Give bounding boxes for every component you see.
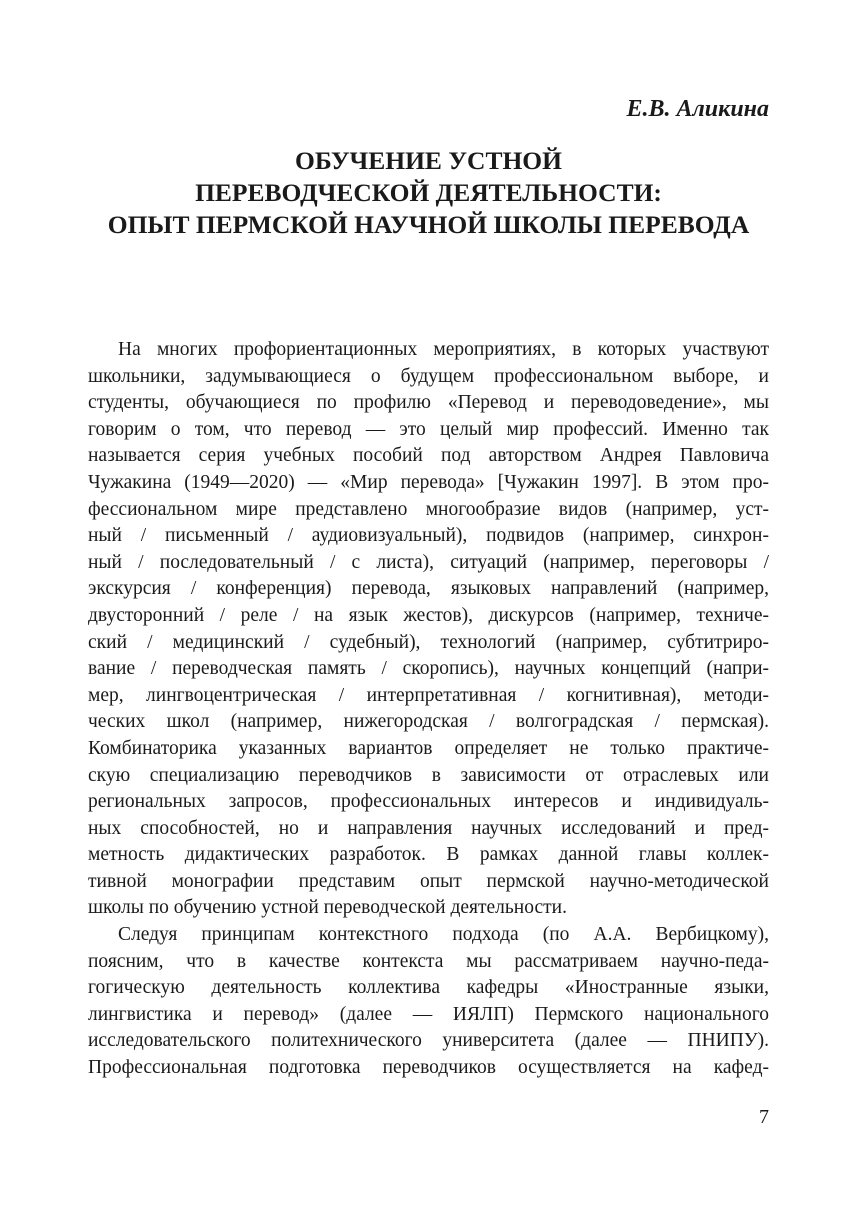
text-line: школьники, задумывающиеся о будущем профессиональном выборе, и: [88, 365, 769, 387]
text-line: вание / переводческая память / скоропись), научных концепций (напри-: [88, 658, 769, 680]
text-line: Чужакина (1949—2020) — «Мир перевода» [Чужакин 1997]. В этом про-: [88, 471, 769, 493]
text-line: школы по обучению устной переводческой деятельности.: [88, 897, 567, 919]
text-line: ный / последовательный / с листа), ситуаций (например, переговоры /: [88, 551, 769, 573]
text-line: студенты, обучающиеся по профилю «Перевод и переводоведение», мы: [88, 392, 769, 414]
title-line: ОБУЧЕНИЕ УСТНОЙ: [295, 146, 562, 175]
text-line: Профессиональная подготовка переводчиков осуществляется на кафед-: [88, 1057, 769, 1079]
text-line: мер, лингвоцентрическая / интерпретативная / когнитивная), методи-: [88, 684, 769, 706]
text-line: экскурсия / конференция) перевода, языковых направлений (например,: [88, 578, 769, 600]
text-line: Комбинаторика указанных вариантов определяет не только практиче-: [88, 737, 769, 759]
title-line: ОПЫТ ПЕРМСКОЙ НАУЧНОЙ ШКОЛЫ ПЕРЕВОДА: [107, 210, 750, 239]
text-line: ческих школ (например, нижегородская / волгоградская / пермская).: [88, 711, 769, 733]
paragraph-2: [88, 922, 769, 1082]
text-line: лингвистика и перевод» (далее — ИЯЛП) Пермского национального: [88, 1003, 769, 1025]
text-line: ных способностей, но и направления научных исследований и пред-: [88, 817, 769, 839]
text-line: поясним, что в качестве контекста мы рассматриваем научно-педа-: [88, 950, 769, 972]
page-number: 7: [759, 1106, 769, 1128]
text-line: двусторонний / реле / на язык жестов), дискурсов (например, техниче-: [88, 604, 769, 626]
text-line: гогическую деятельность коллектива кафедры «Иностранные языки,: [88, 977, 769, 999]
text-line: скую специализацию переводчиков в зависимости от отраслевых или: [88, 764, 769, 786]
text-line: метность дидактических разработок. В рамках данной главы коллек-: [88, 844, 769, 866]
author-name: Е.В. Аликина: [626, 96, 769, 122]
chapter-title: [60, 145, 797, 241]
text-line: называется серия учебных пособий под авторством Андрея Павловича: [88, 445, 769, 467]
text-line: ный / письменный / аудиовизуальный), подвидов (например, синхрон-: [88, 525, 769, 547]
text-line: исследовательского политехнического университета (далее — ПНИПУ).: [88, 1030, 769, 1052]
text-line: Следуя принципам контекстного подхода (по А.А. Вербицкому),: [118, 924, 769, 946]
paragraph-1: [88, 337, 769, 922]
text-line: На многих профориентационных мероприятиях, в которых участвуют: [118, 339, 769, 360]
text-line: говорим о том, что перевод — это целый мир профессий. Именно так: [88, 418, 769, 440]
text-line: региональных запросов, профессиональных интересов и индивидуаль-: [88, 791, 769, 813]
title-line: ПЕРЕВОДЧЕСКОЙ ДЕЯТЕЛЬНОСТИ:: [195, 178, 662, 207]
text-line: фессиональном мире представлено многообразие видов (например, уст-: [88, 498, 769, 520]
text-line: ский / медицинский / судебный), технологий (например, субтитриро-: [88, 631, 769, 653]
text-line: тивной монографии представим опыт пермской научно-методической: [88, 870, 769, 892]
body-text: [88, 337, 769, 1082]
